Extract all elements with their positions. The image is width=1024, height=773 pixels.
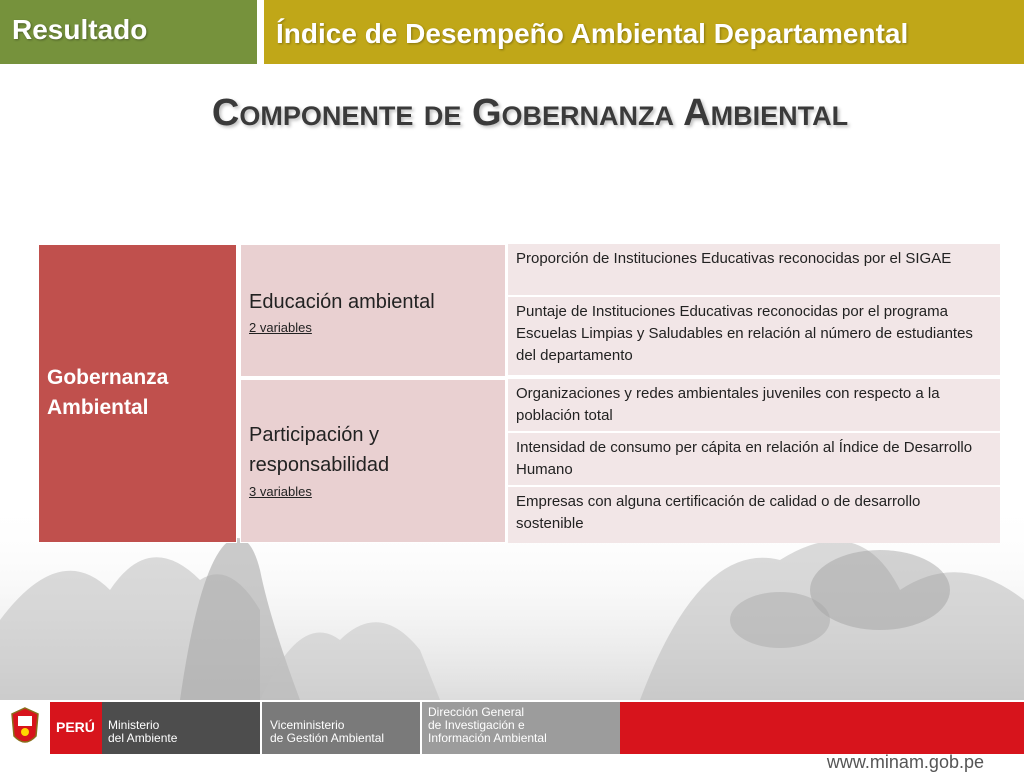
group-cell-education [240,244,506,377]
ministry-line2: del Ambiente [108,731,178,745]
variable-row: Intensidad de consumo per cápita en relación al Índice de Desarrollo Humano [508,433,1000,487]
header-banner [264,0,1024,64]
ministry-block [102,702,260,754]
header-title: Índice de Desempeño Ambiental Departamental [276,18,909,49]
group-label: Participación y responsabilidad [249,424,390,476]
variable-row: Puntaje de Instituciones Educativas reconocidas por el programa Escuelas Limpias y Saludables en relación al número de estudiantes del departamento [508,297,1000,377]
variable-row: Organizaciones y redes ambientales juveniles con respecto a la población total [508,379,1000,433]
dir-line3: Información Ambiental [428,731,547,745]
website-url: www.minam.gob.pe [826,752,984,772]
indicator-table [38,244,1000,543]
dir-line1: Dirección General [428,705,525,719]
group-label: Educación ambiental [249,291,435,313]
group-variable-count: 3 variables [249,484,312,499]
result-label: Resultado [12,14,148,45]
vice-line2: de Gestión Ambiental [270,731,385,745]
component-cell [38,244,237,543]
variable-row: Proporción de Instituciones Educativas reconocidas por el SIGAE [508,244,1000,297]
group-variable-count: 2 variables [249,320,312,335]
country-block [50,702,102,754]
result-tab [0,0,257,64]
slide-title: Componente de Gobernanza Ambiental [211,92,849,134]
dir-line2: de Investigación e [428,718,525,732]
country-label: PERÚ [56,719,95,735]
component-label: Gobernanza Ambiental [47,366,169,419]
vice-ministry-block [262,702,420,754]
group-cell-participation [240,379,506,543]
footer-logo-bar [0,702,1024,754]
directorate-block [422,702,620,754]
ministry-line1: Ministerio [108,718,160,732]
variable-row: Empresas con alguna certificación de calidad o de desarrollo sostenible [508,487,1000,543]
footer-red-band [620,702,1024,754]
coat-of-arms-icon [0,702,50,754]
vice-line1: Viceministerio [270,718,345,732]
